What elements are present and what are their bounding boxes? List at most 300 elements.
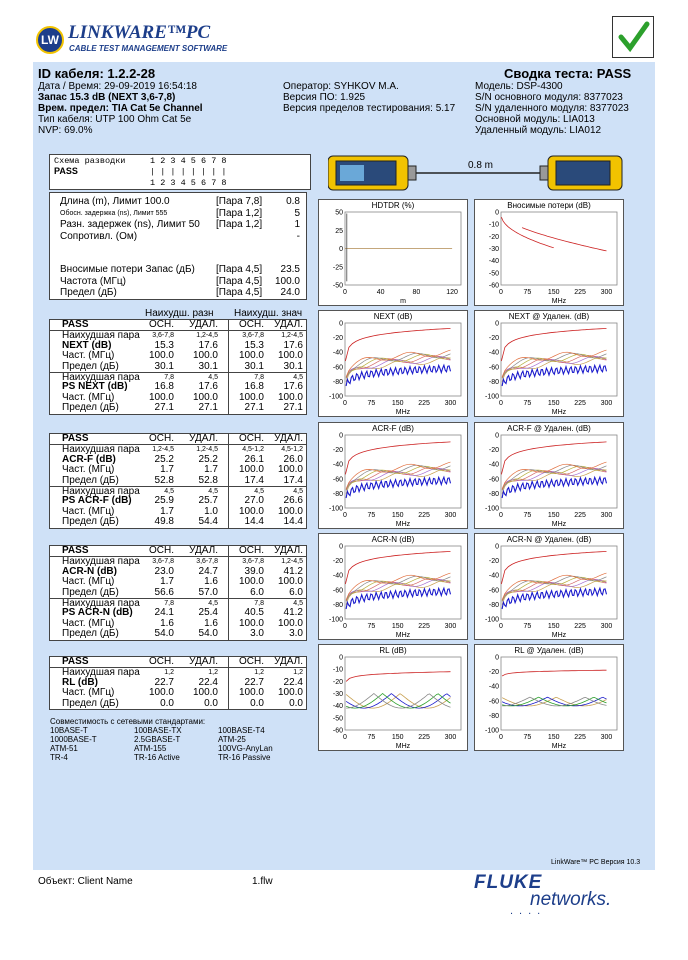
y-tick-label: -40	[488, 461, 499, 469]
cell-value: 15.3	[244, 339, 264, 351]
cell-value: 57.0	[198, 586, 218, 598]
row-label: Предел (дБ)	[62, 516, 119, 528]
wiremap-pins-top: 1 2 3 4 5 6 7 8	[150, 156, 227, 166]
x-tick-label: 300	[600, 400, 613, 407]
graph-svg	[475, 534, 625, 641]
summary-pair: [Пара 4,5]	[216, 287, 263, 298]
cell-value: 1.6	[160, 617, 174, 629]
x-tick-label: 225	[418, 623, 430, 630]
table-row	[50, 434, 306, 444]
cell-value: 100.0	[192, 687, 218, 699]
cell-value: 100.0	[277, 617, 303, 629]
cell-value: 100.0	[277, 464, 303, 476]
operator: Оператор: SYHKOV M.A.	[283, 81, 399, 92]
cable-id: ID кабеля: 1.2.2-28	[38, 66, 156, 81]
row-label: Предел (дБ)	[62, 474, 119, 486]
graph-panel	[318, 310, 468, 417]
y-tick-label: -80	[332, 490, 343, 498]
row-label: Част. (МГц)	[62, 687, 115, 699]
cable-type: Тип кабеля: UTP 100 Ohm Cat 5e	[38, 114, 192, 125]
y-tick-label: 0	[339, 320, 343, 328]
cell-value: 1,2-4,5	[281, 332, 303, 340]
test-limit: Врем. предел: TIA Cat 5e Channel	[38, 103, 203, 114]
y-tick-label: 0	[339, 432, 343, 440]
test-summary: Сводка теста: PASS	[504, 66, 632, 81]
graph-title: RL @ Удален. (dB)	[514, 646, 584, 655]
series-line	[346, 694, 450, 709]
table-row	[50, 699, 306, 709]
graph-panel	[474, 199, 624, 306]
cell-value: 1,2-4,5	[281, 558, 303, 566]
cell-value: 100.0	[277, 687, 303, 699]
cell-value: 3,6-7,8	[152, 332, 174, 340]
graph-title: RL (dB)	[379, 646, 407, 655]
x-tick-label: 80	[412, 289, 421, 296]
cell-value: 17.6	[283, 339, 303, 351]
cell-value: ОСН.	[149, 319, 174, 330]
x-tick-label: 225	[574, 623, 586, 630]
x-axis-label: MHz	[551, 632, 567, 639]
wiremap-status: PASS	[54, 166, 78, 176]
standards-section	[50, 717, 310, 766]
x-tick-label: 225	[418, 734, 430, 741]
row-label: Предел (дБ)	[62, 697, 119, 709]
limit-line	[522, 228, 606, 251]
software-version: Версия ПО: 1.925	[283, 92, 366, 103]
cell-value: 1,2-4,5	[196, 332, 218, 340]
cell-value: 17.4	[283, 474, 303, 486]
table-row	[50, 403, 306, 413]
y-tick-label: -40	[488, 683, 499, 691]
cell-value: УДАЛ.	[189, 656, 218, 667]
wiremap-title: Схема разводки	[54, 156, 126, 166]
margin-summary: Запас 15.3 dB (NEXT 3,6-7,8)	[38, 92, 176, 103]
x-axis-label: m	[400, 298, 406, 305]
cell-value: 1,2-4,5	[152, 446, 174, 454]
standard-item: 100BASE-T4	[218, 726, 265, 735]
cell-value: 27.1	[154, 402, 174, 414]
x-tick-label: 300	[600, 512, 613, 519]
cell-value: 4,5	[293, 373, 303, 381]
x-axis-label: MHz	[395, 743, 411, 750]
cell-value: 100.0	[277, 505, 303, 517]
cell-value: 25.2	[198, 453, 218, 465]
worst-margin-heading: Наихудш. разн	[145, 308, 214, 319]
cell-value: 4,5	[208, 373, 218, 381]
summary-pair: [Пара 1,2]	[216, 219, 263, 230]
cell-value: 30.1	[244, 360, 264, 372]
y-tick-label: -80	[488, 601, 499, 609]
y-tick-label: -30	[488, 246, 499, 253]
table-row	[50, 351, 306, 361]
cell-value: 100.0	[238, 464, 264, 476]
cell-value: 17.6	[198, 381, 218, 393]
graph-title: ACR-N (dB)	[371, 535, 415, 544]
x-tick-label: 150	[547, 400, 560, 407]
cell-value: УДАЛ.	[274, 433, 303, 444]
cell-value: 7,8	[164, 599, 174, 607]
cell-value: 4,5	[208, 487, 218, 495]
cell-value: ОСН.	[239, 656, 264, 667]
cell-value: 100.0	[238, 350, 264, 362]
row-label: Предел (дБ)	[62, 586, 119, 598]
y-tick-label: -100	[328, 393, 343, 401]
x-tick-label: 0	[343, 400, 347, 407]
graph-panel	[318, 533, 468, 640]
row-label: Предел (дБ)	[62, 402, 119, 414]
cell-value: 1.6	[204, 576, 218, 588]
cell-value: 100.0	[148, 687, 174, 699]
standard-item: 2.5GBASE-T	[134, 735, 181, 744]
x-tick-label: 225	[574, 512, 586, 519]
graph-title: ACR-N @ Удален. (dB)	[506, 535, 592, 544]
cell-value: ОСН.	[239, 433, 264, 444]
y-tick-label: 0	[339, 246, 343, 253]
x-tick-label: 150	[391, 400, 404, 407]
cell-value: 17.6	[283, 381, 303, 393]
cell-value: 100.0	[238, 687, 264, 699]
cell-value: 7,8	[164, 373, 174, 381]
y-tick-label: -50	[488, 270, 499, 278]
cell-value: 41.2	[283, 607, 303, 619]
summary-value: 0.8	[286, 196, 300, 207]
cell-value: 1.0	[204, 505, 218, 517]
x-tick-label: 225	[418, 400, 430, 407]
y-tick-label: -40	[488, 258, 499, 266]
y-tick-label: -60	[488, 364, 499, 372]
summary-label: Предел (дБ)	[60, 287, 117, 298]
x-tick-label: 120	[446, 289, 458, 296]
row-label: Наихудшая пара	[62, 330, 140, 342]
x-axis-label: MHz	[395, 632, 411, 639]
x-axis-label: MHz	[395, 409, 411, 416]
graph-title: Вносимые потери (dB)	[507, 201, 591, 210]
x-tick-label: 75	[523, 623, 532, 630]
x-tick-label: 0	[499, 512, 503, 519]
y-tick-label: -50	[332, 282, 343, 290]
graph-svg	[319, 311, 469, 418]
x-tick-label: 75	[367, 400, 376, 407]
graph-svg	[475, 645, 625, 752]
x-axis-label: MHz	[395, 521, 411, 528]
summary-row	[50, 208, 306, 220]
cell-value: 40.5	[244, 607, 264, 619]
y-tick-label: -100	[484, 505, 499, 513]
cell-value: 49.8	[154, 516, 174, 528]
y-tick-label: -20	[488, 335, 499, 343]
graph-panel	[318, 199, 468, 306]
summary-label: Разн. задержек (ns), Лимит 50	[60, 219, 200, 230]
y-tick-label: -100	[328, 616, 343, 624]
row-label: Предел (дБ)	[62, 360, 119, 372]
y-tick-label: -20	[332, 447, 343, 455]
results-table	[49, 433, 307, 529]
cell-value: УДАЛ.	[274, 656, 303, 667]
row-label: Наихудшая пара	[62, 485, 140, 497]
y-tick-label: -20	[488, 233, 499, 241]
cell-value: ОСН.	[149, 433, 174, 444]
cell-value: 1.7	[160, 464, 174, 476]
cell-value: 27.1	[198, 402, 218, 414]
cell-value: 30.1	[283, 360, 303, 372]
summary-pair: [Пара 1,2]	[216, 207, 263, 219]
x-tick-label: 0	[343, 734, 347, 741]
nvp: NVP: 69.0%	[38, 125, 93, 136]
graph-title: NEXT @ Удален. (dB)	[508, 312, 590, 321]
x-tick-label: 75	[523, 734, 532, 741]
cell-value: 100.0	[277, 576, 303, 588]
cell-value: 26.0	[283, 453, 303, 465]
cell-value: 17.4	[244, 474, 264, 486]
cell-value: 0.0	[160, 697, 174, 709]
row-label: Част. (МГц)	[62, 464, 115, 476]
summary-pair: [Пара 4,5]	[216, 264, 263, 275]
cell-value: 100.0	[238, 617, 264, 629]
y-tick-label: -100	[484, 616, 499, 624]
check-icon	[612, 16, 654, 58]
summary-row	[50, 264, 306, 276]
cell-value: 0.0	[250, 697, 264, 709]
limits-version: Версия пределов тестирования: 5.17	[283, 103, 456, 114]
standard-item: 10BASE-T	[50, 726, 88, 735]
y-tick-label: -80	[488, 378, 499, 386]
main-sn: S/N основного модуля: 8377023	[475, 92, 623, 103]
y-tick-label: -60	[488, 587, 499, 595]
cell-value: 1.7	[160, 505, 174, 517]
row-label: NEXT (dB)	[62, 339, 112, 351]
cell-value: УДАЛ.	[274, 319, 303, 330]
results-table	[49, 545, 307, 641]
x-tick-label: 0	[343, 623, 347, 630]
summary-label: Вносимые потери Запас (дБ)	[60, 264, 195, 275]
row-label: PASS	[62, 545, 89, 556]
cell-value: 52.8	[154, 474, 174, 486]
cell-value: 24.1	[154, 607, 174, 619]
logo-title: LINKWARE™PC	[68, 22, 211, 43]
object-label: Объект: Client Name	[38, 876, 133, 887]
row-label: Наихудшая пара	[62, 444, 140, 456]
y-tick-label: -20	[332, 558, 343, 566]
cell-value: 1,2	[164, 669, 174, 677]
remote-module: Удаленный модуль: LIA012	[475, 125, 602, 136]
table-row	[50, 320, 306, 330]
cell-value: УДАЛ.	[189, 433, 218, 444]
wiremap-box	[49, 154, 311, 190]
cell-value: 26.6	[283, 495, 303, 507]
cell-value: 6.0	[289, 586, 303, 598]
summary-value: 1	[294, 219, 300, 230]
graph-panel	[318, 644, 468, 751]
cell-value: 4,5	[254, 487, 264, 495]
cell-value: 17.6	[198, 339, 218, 351]
y-tick-label: -80	[332, 378, 343, 386]
summary-value: 5	[294, 207, 300, 219]
y-tick-label: -20	[488, 558, 499, 566]
standard-item: TR-4	[50, 753, 68, 762]
row-label: ACR-N (dB)	[62, 565, 117, 577]
graph-panel	[474, 422, 624, 529]
summary-label: Сопротивл. (Ом)	[60, 230, 138, 242]
standard-item: TR-16 Active	[134, 753, 180, 762]
summary-pair: [Пара 4,5]	[216, 275, 263, 287]
summary-label: Обосн. задержка (ns), Лимит 555	[60, 209, 168, 217]
cell-value: 4,5-1,2	[281, 446, 303, 454]
limit-line	[501, 217, 553, 248]
col-divider	[228, 320, 229, 414]
col-divider	[228, 434, 229, 528]
row-label: Част. (МГц)	[62, 391, 115, 403]
table-row	[50, 465, 306, 475]
cell-value: 3,6-7,8	[242, 558, 264, 566]
cell-value: 56.6	[154, 586, 174, 598]
x-tick-label: 0	[499, 734, 503, 741]
summary-row	[50, 219, 306, 231]
row-label: Част. (МГц)	[62, 350, 115, 362]
cell-value: 25.7	[198, 495, 218, 507]
table-row	[50, 657, 306, 667]
graph-svg	[475, 423, 625, 530]
x-tick-label: 75	[523, 512, 532, 519]
y-tick-label: 0	[339, 543, 343, 551]
y-tick-label: -40	[488, 349, 499, 357]
summary-value: 24.0	[280, 287, 300, 298]
summary-row	[50, 231, 306, 243]
cell-value: 22.4	[198, 676, 218, 688]
x-axis-label: MHz	[551, 298, 567, 305]
table-row	[50, 546, 306, 556]
graph-svg	[319, 200, 469, 307]
cell-value: 100.0	[192, 350, 218, 362]
table-row	[50, 629, 306, 639]
summary-row	[50, 287, 306, 299]
graph-svg	[319, 534, 469, 641]
x-tick-label: 225	[574, 734, 586, 741]
y-tick-label: -50	[332, 715, 343, 723]
x-tick-label: 225	[574, 289, 586, 296]
cell-value: 27.1	[283, 402, 303, 414]
cell-value: УДАЛ.	[189, 319, 218, 330]
cell-value: 16.8	[154, 381, 174, 393]
summary-row	[50, 276, 306, 288]
row-label: Наихудшая пара	[62, 667, 140, 679]
x-tick-label: 40	[376, 289, 385, 296]
cell-value: 27.0	[244, 495, 264, 507]
fluke-logo-dots: ....	[510, 905, 547, 917]
x-tick-label: 0	[499, 400, 503, 407]
fluke-logo-bottom: networks.	[530, 889, 612, 910]
y-tick-label: -40	[332, 461, 343, 469]
y-tick-label: -20	[332, 678, 343, 686]
cell-value: 1,2	[293, 669, 303, 677]
row-label: ACR-F (dB)	[62, 453, 116, 465]
row-label: PASS	[62, 319, 89, 330]
x-tick-label: 150	[547, 623, 560, 630]
y-tick-label: 0	[495, 432, 499, 440]
y-tick-label: 0	[339, 654, 343, 662]
row-label: PS NEXT (dB)	[62, 381, 128, 393]
row-label: Част. (МГц)	[62, 617, 115, 629]
row-label: Част. (МГц)	[62, 505, 115, 517]
y-tick-label: -100	[328, 505, 343, 513]
cell-value: 54.0	[198, 628, 218, 640]
cell-value: 22.4	[283, 676, 303, 688]
graph-panel	[318, 422, 468, 529]
y-tick-label: -60	[332, 364, 343, 372]
cell-value: ОСН.	[149, 545, 174, 556]
cell-value: 6.0	[250, 586, 264, 598]
cell-value: 100.0	[238, 576, 264, 588]
y-tick-label: -10	[332, 666, 343, 674]
cell-value: 100.0	[192, 391, 218, 403]
fluke-logo-top: FLUKE	[474, 872, 543, 893]
table-row	[50, 517, 306, 527]
cable-length: 0.8 m	[468, 160, 494, 171]
graph-svg	[475, 200, 625, 307]
y-tick-label: -100	[484, 393, 499, 401]
cell-value: ОСН.	[239, 545, 264, 556]
y-tick-label: -60	[332, 476, 343, 484]
cell-value: 0.0	[204, 697, 218, 709]
cell-value: 41.2	[283, 565, 303, 577]
cell-value: 25.9	[154, 495, 174, 507]
cell-value: 3.0	[250, 628, 264, 640]
x-tick-label: 300	[600, 734, 613, 741]
summary-row	[50, 196, 306, 208]
x-tick-label: 300	[444, 734, 457, 741]
table-row	[50, 688, 306, 698]
cell-value: 100.0	[148, 391, 174, 403]
y-tick-label: -40	[488, 572, 499, 580]
row-label: Предел (дБ)	[62, 628, 119, 640]
y-tick-label: 0	[495, 654, 499, 662]
row-label: Наихудшая пара	[62, 556, 140, 568]
y-tick-label: 0	[495, 209, 499, 217]
standard-item: ATM-51	[50, 744, 78, 753]
y-tick-label: -60	[488, 698, 499, 706]
graph-svg	[319, 423, 469, 530]
y-tick-label: -60	[332, 587, 343, 595]
cable-diagram	[328, 152, 628, 196]
cell-value: ОСН.	[239, 319, 264, 330]
cell-value: 3.0	[289, 628, 303, 640]
results-table	[49, 319, 307, 415]
cell-value: 7,8	[254, 373, 264, 381]
worst-value-heading: Наихудш. знач	[234, 308, 303, 319]
summary-value: -	[296, 230, 300, 242]
cell-value: 25.2	[154, 453, 174, 465]
cell-value: 1,2	[208, 669, 218, 677]
x-tick-label: 150	[391, 623, 404, 630]
col-divider	[228, 657, 229, 709]
cell-value: 39.0	[244, 565, 264, 577]
cell-value: 22.7	[154, 676, 174, 688]
cell-value: 3,6-7,8	[242, 332, 264, 340]
y-tick-label: -60	[488, 476, 499, 484]
x-tick-label: 0	[343, 289, 347, 296]
cell-value: 54.4	[198, 516, 218, 528]
row-label: PASS	[62, 433, 89, 444]
row-label: PS ACR-F (dB)	[62, 495, 132, 507]
y-tick-label: -80	[332, 601, 343, 609]
x-tick-label: 75	[523, 289, 532, 296]
x-tick-label: 225	[574, 400, 586, 407]
cell-value: 1.7	[204, 464, 218, 476]
y-tick-label: -40	[332, 349, 343, 357]
row-label: PASS	[62, 656, 89, 667]
y-tick-label: -40	[332, 572, 343, 580]
summary-pair: [Пара 7,8]	[216, 196, 263, 207]
cell-value: 100.0	[238, 505, 264, 517]
